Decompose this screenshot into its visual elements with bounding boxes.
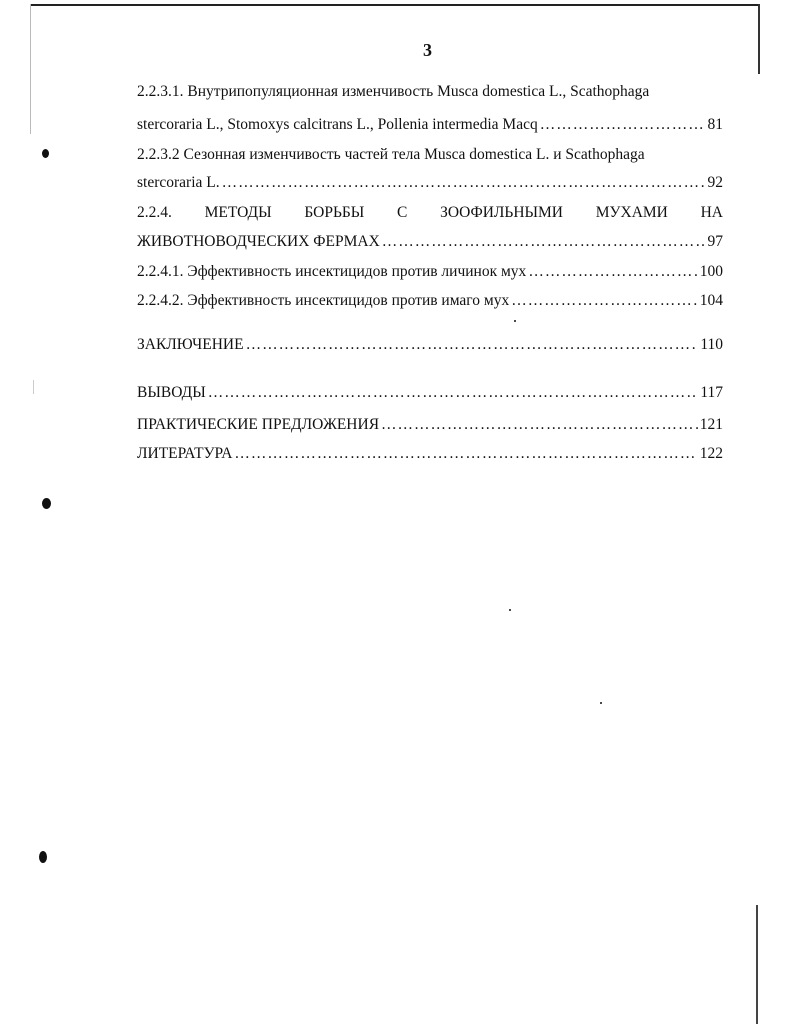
binder-hole-mark [42, 149, 49, 158]
toc-entry-line [137, 262, 723, 282]
toc-page-number: 97 [707, 233, 723, 250]
toc-entry-text: stercoraria L. [137, 174, 220, 191]
toc-page-number: 104 [699, 292, 723, 309]
toc-entry-line [137, 82, 723, 102]
toc-entry-line [137, 173, 723, 193]
scan-speck [600, 702, 602, 704]
toc-leader-dots [540, 115, 706, 135]
toc-entry-line [137, 291, 723, 311]
toc-heading-word: ЗООФИЛЬНЫМИ [440, 204, 564, 221]
toc-heading-word: МУХАМИ [595, 204, 668, 221]
binder-hole-mark [39, 851, 47, 863]
toc-entry-text: stercoraria L., Stomoxys calcitrans L., Pollenia intermedia Macq [137, 116, 538, 133]
toc-entry-text: 2.2.3.2 Сезонная изменчивость частей тела Musca domestica L. и Scathophaga [137, 146, 645, 163]
scan-speck [509, 609, 511, 611]
toc-entry-text: ЛИТЕРАТУРА [137, 445, 233, 462]
toc-leader-dots [246, 335, 699, 355]
toc-leader-dots [381, 415, 698, 435]
toc-entry-line [137, 145, 723, 165]
toc-entry-line [137, 115, 723, 135]
toc-leader-dots [528, 262, 697, 282]
toc-entry-text: ВЫВОДЫ [137, 384, 206, 401]
toc-page-number: 117 [700, 384, 723, 401]
toc-page-number: 122 [699, 445, 723, 462]
toc-entry-line [137, 444, 723, 464]
scan-border-right-lower [756, 905, 758, 1024]
toc-page-number: 110 [700, 336, 723, 353]
toc-heading-word: НА [700, 204, 723, 221]
toc-entry-line [137, 203, 723, 223]
toc-entry-line [137, 383, 723, 403]
toc-entry-line [137, 335, 723, 355]
toc-entry-text: 2.2.3.1. Внутрипопуляционная изменчивость Musca domestica L., Scathophaga [137, 83, 650, 100]
toc-leader-dots [382, 232, 706, 252]
toc-entry-text: ЖИВОТНОВОДЧЕСКИХ ФЕРМАХ [137, 233, 380, 250]
toc-leader-dots [511, 291, 698, 311]
toc-heading-word: МЕТОДЫ [204, 204, 272, 221]
toc-heading-word: 2.2.4. [137, 204, 172, 221]
binder-hole-mark [42, 498, 51, 509]
page-number: 3 [423, 40, 432, 60]
toc-leader-dots [208, 383, 699, 403]
toc-leader-dots [234, 444, 697, 464]
toc-heading-word: С [397, 204, 408, 221]
toc-heading-word: БОРЬБЫ [304, 204, 365, 221]
scan-border-top [30, 4, 760, 6]
toc-entry-line [137, 415, 723, 435]
toc-entry-text: 2.2.4.2. Эффективность инсектицидов против имаго мух [137, 292, 510, 309]
toc-leader-dots [222, 173, 706, 193]
toc-page-number: 92 [707, 174, 723, 191]
toc-page-number: 81 [707, 116, 723, 133]
toc-entry-text: ЗАКЛЮЧЕНИЕ [137, 336, 244, 353]
scan-border-right [758, 4, 760, 74]
toc-page-number: 121 [699, 416, 723, 433]
scan-border-left [30, 4, 31, 134]
scan-speck [514, 320, 516, 322]
toc-entry-text: 2.2.4.1. Эффективность инсектицидов против личинок мух [137, 263, 527, 280]
toc-entry-text: ПРАКТИЧЕСКИЕ ПРЕДЛОЖЕНИЯ [137, 416, 380, 433]
toc-page-number: 100 [699, 263, 723, 280]
toc-entry-line [137, 232, 723, 252]
scan-mark [33, 380, 34, 394]
